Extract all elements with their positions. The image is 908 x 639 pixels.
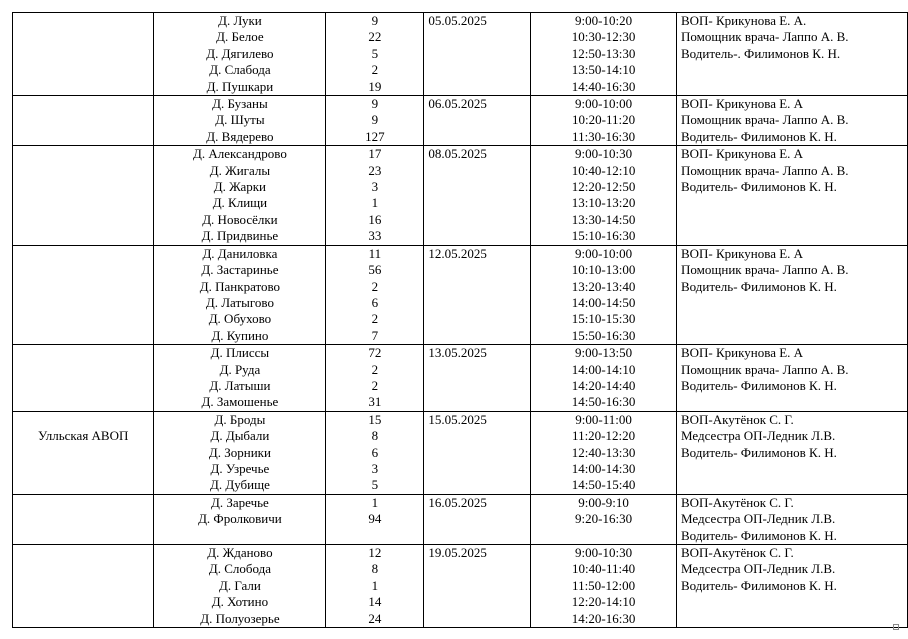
table-row [13,96,908,146]
staff-cell [676,96,907,146]
times-cell [531,345,677,412]
time-slot: 12:40-13:30 [571,444,636,460]
times-cell [531,245,677,344]
org-name [13,146,153,162]
population-count: 6 [371,294,379,310]
village-name: Д. Жигалы [209,162,271,178]
staff-member: Водитель- Филимонов К. Н. [680,527,837,543]
villages-cell [154,96,326,146]
population-count: 17 [368,146,382,162]
villages-cell [154,13,326,96]
date-cell [424,411,531,494]
staff-member: ВОП- Крикунова Е. А [680,96,804,112]
population-count: 2 [371,377,379,393]
times-cell [531,494,677,544]
table-row [13,13,908,96]
visit-date: 05.05.2025 [428,13,487,28]
time-slot: 13:50-14:10 [571,62,636,78]
times-cell [531,13,677,96]
time-slot: 9:00-9:10 [578,494,629,510]
population-count: 5 [371,45,379,61]
numbers-cell [326,545,424,628]
population-count: 14 [368,594,382,610]
numbers-cell [326,494,424,544]
population-count: 23 [368,162,382,178]
table-row [13,494,908,544]
population-count: 7 [371,327,379,343]
village-name: Д. Новосёлки [202,211,278,227]
staff-member: Водитель-. Филимонов К. Н. [680,45,841,61]
date-cell [424,494,531,544]
population-count: 22 [368,29,382,45]
time-slot: 14:00-14:10 [571,361,636,377]
staff-member: ВОП- Крикунова Е. А [680,146,804,162]
village-name: Д. Бузаны [212,96,268,112]
org-cell [13,146,154,245]
staff-cell [676,245,907,344]
numbers-cell [326,96,424,146]
times-cell [531,545,677,628]
staff-member: ВОП- Крикунова Е. А [680,245,804,261]
village-name: Д. Панкратово [199,278,281,294]
village-name: Д. Придвинье [201,228,279,244]
village-name: Д. Дягилево [206,45,274,61]
time-slot: 11:20-12:20 [572,428,636,444]
village-name: Д. Слобода [208,561,271,577]
population-count: 9 [371,96,379,112]
numbers-cell [326,13,424,96]
village-name: Д. Застаринье [201,262,279,278]
villages-cell [154,411,326,494]
village-name: Д. Белое [216,29,264,45]
population-count: 2 [371,361,379,377]
time-slot: 11:50-12:00 [572,577,636,593]
population-count: 8 [371,561,379,577]
time-slot: 10:40-11:40 [572,561,636,577]
population-count: 19 [368,78,382,94]
village-name: Д. Замошенье [201,394,279,410]
village-name: Д. Даниловка [202,245,278,261]
date-cell [424,345,531,412]
population-count: 127 [365,128,385,144]
staff-member: Помощник врача- Лаппо А. В. [680,162,849,178]
date-cell [424,545,531,628]
village-name: Д. Шуты [215,112,265,128]
time-slot: 9:00-10:00 [575,245,633,261]
visit-date: 06.05.2025 [428,96,487,112]
numbers-cell [326,411,424,494]
time-slot: 15:10-16:30 [571,228,636,244]
time-slot: 14:00-14:30 [571,460,636,476]
staff-member: Помощник врача- Лаппо А. В. [680,361,849,377]
org-name [13,96,153,112]
time-slot: 9:00-13:50 [575,345,633,361]
time-slot: 9:00-10:00 [575,96,633,112]
visit-date: 16.05.2025 [428,494,487,510]
org-cell [13,494,154,544]
staff-member: Помощник врача- Лаппо А. В. [680,262,849,278]
village-name: Д. Пушкари [206,78,274,94]
population-count: 15 [368,411,382,427]
time-slot: 9:20-16:30 [575,511,633,527]
date-cell [424,146,531,245]
time-slot: 15:50-16:30 [571,327,636,343]
date-cell [424,13,531,96]
time-slot: 14:50-16:30 [571,394,636,410]
schedule-body [13,13,908,628]
population-count: 12 [368,545,382,560]
time-slot: 10:30-12:30 [571,29,636,45]
schedule-table [12,12,908,628]
visit-date: 12.05.2025 [428,245,487,261]
numbers-cell [326,146,424,245]
population-count: 1 [371,494,379,510]
numbers-cell [326,245,424,344]
population-count: 2 [371,62,379,78]
numbers-cell [326,345,424,412]
time-slot: 14:40-16:30 [571,78,636,94]
staff-member: Водитель- Филимонов К. Н. [680,377,837,393]
staff-member: Помощник врача- Лаппо А. В. [680,29,849,45]
village-name: Д. Александрово [193,146,287,162]
village-name: Д. Жданово [207,545,273,560]
table-row [13,146,908,245]
staff-member: ВОП- Крикунова Е. А [680,345,804,361]
time-slot: 14:20-14:40 [571,377,636,393]
time-slot: 13:30-14:50 [571,211,636,227]
org-name: Улльская АВОП [38,428,129,444]
village-name: Д. Жарки [213,179,267,195]
time-slot: 11:30-16:30 [572,128,636,144]
time-slot: 9:00-11:00 [575,411,632,427]
table-row [13,545,908,628]
time-slot: 12:20-12:50 [571,179,636,195]
staff-member: Медсестра ОП-Ледник Л.В. [680,511,836,527]
staff-cell [676,494,907,544]
staff-member: Водитель- Филимонов К. Н. [680,444,837,460]
staff-member: Медсестра ОП-Ледник Л.В. [680,428,836,444]
population-count: 31 [368,394,382,410]
village-name: Д. Слабода [209,62,271,78]
population-count: 72 [368,345,382,361]
table-row [13,411,908,494]
population-count: 94 [368,511,382,527]
village-name: Д. Клищи [212,195,268,211]
staff-member: Водитель- Филимонов К. Н. [680,179,837,195]
time-slot: 12:50-13:30 [571,45,636,61]
times-cell [531,411,677,494]
staff-member: ВОП-Акутёнок С. Г. [680,494,794,510]
time-slot: 13:10-13:20 [571,195,636,211]
population-count: 16 [368,211,382,227]
times-cell [531,146,677,245]
village-name: Д. Вядерево [206,128,274,144]
village-name: Д. Узречье [210,460,270,476]
village-name: Д. Дубище [209,477,270,493]
staff-member: Водитель- Филимонов К. Н. [680,128,837,144]
population-count: 9 [371,112,379,128]
staff-cell [676,545,907,628]
village-name: Д. Гали [218,577,261,593]
visit-date: 15.05.2025 [428,411,487,427]
visit-date: 08.05.2025 [428,146,487,162]
villages-cell [154,545,326,628]
village-name: Д. Зорники [208,444,271,460]
population-count: 24 [368,610,382,626]
staff-member: ВОП-Акутёнок С. Г. [680,545,794,560]
document-page [12,12,908,628]
villages-cell [154,494,326,544]
visit-date: 13.05.2025 [428,345,487,361]
time-slot: 9:00-10:30 [575,545,633,560]
villages-cell [154,245,326,344]
villages-cell [154,345,326,412]
village-name: Д. Плиссы [210,345,270,361]
org-cell [13,13,154,96]
time-slot: 14:00-14:50 [571,294,636,310]
org-cell [13,345,154,412]
population-count: 8 [371,428,379,444]
village-name: Д. Заречье [210,494,269,510]
village-name: Д. Дыбали [210,428,270,444]
staff-cell [676,411,907,494]
population-count: 1 [371,577,379,593]
population-count: 2 [371,311,379,327]
village-name: Д. Броды [214,411,266,427]
staff-member: Помощник врача- Лаппо А. В. [680,112,849,128]
population-count: 5 [371,477,379,493]
village-name: Д. Фролковичи [198,511,282,527]
staff-member: ВОП- Крикунова Е. А. [680,13,807,28]
village-name: Д. Купино [211,327,269,343]
date-cell [424,245,531,344]
village-name: Д. Обухово [208,311,272,327]
time-slot: 10:10-13:00 [571,262,636,278]
table-row [13,245,908,344]
time-slot: 13:20-13:40 [571,278,636,294]
staff-cell [676,146,907,245]
villages-cell [154,146,326,245]
time-slot: 15:10-15:30 [571,311,636,327]
time-slot: 14:50-15:40 [571,477,636,493]
org-cell [13,411,154,494]
org-name [13,495,153,511]
staff-member: ВОП-Акутёнок С. Г. [680,411,794,427]
population-count: 11 [368,245,382,261]
date-cell [424,96,531,146]
staff-member: Водитель- Филимонов К. Н. [680,577,837,593]
staff-cell [676,345,907,412]
staff-member: Медсестра ОП-Ледник Л.В. [680,561,836,577]
village-name: Д. Полуозерье [200,610,280,626]
org-cell [13,96,154,146]
village-name: Д. Хотино [211,594,269,610]
village-name: Д. Латыши [209,377,271,393]
population-count: 2 [371,278,379,294]
org-name [13,545,153,561]
village-name: Д. Руда [219,361,261,377]
org-cell [13,245,154,344]
time-slot: 10:40-12:10 [571,162,636,178]
table-row [13,345,908,412]
staff-cell [676,13,907,96]
org-name [13,13,153,29]
population-count: 9 [371,13,379,28]
times-cell [531,96,677,146]
time-slot: 9:00-10:30 [575,146,633,162]
population-count: 33 [368,228,382,244]
page-corner-marker [893,624,899,630]
org-cell [13,545,154,628]
staff-member: Водитель- Филимонов К. Н. [680,278,837,294]
population-count: 56 [368,262,382,278]
org-name [13,345,153,361]
population-count: 3 [371,460,379,476]
population-count: 6 [371,444,379,460]
population-count: 1 [371,195,379,211]
time-slot: 10:20-11:20 [572,112,636,128]
village-name: Д. Луки [218,13,262,28]
time-slot: 12:20-14:10 [571,594,636,610]
time-slot: 14:20-16:30 [571,610,636,626]
org-name [13,246,153,262]
time-slot: 9:00-10:20 [575,13,633,28]
village-name: Д. Латыгово [205,294,274,310]
population-count: 3 [371,179,379,195]
visit-date: 19.05.2025 [428,545,487,560]
